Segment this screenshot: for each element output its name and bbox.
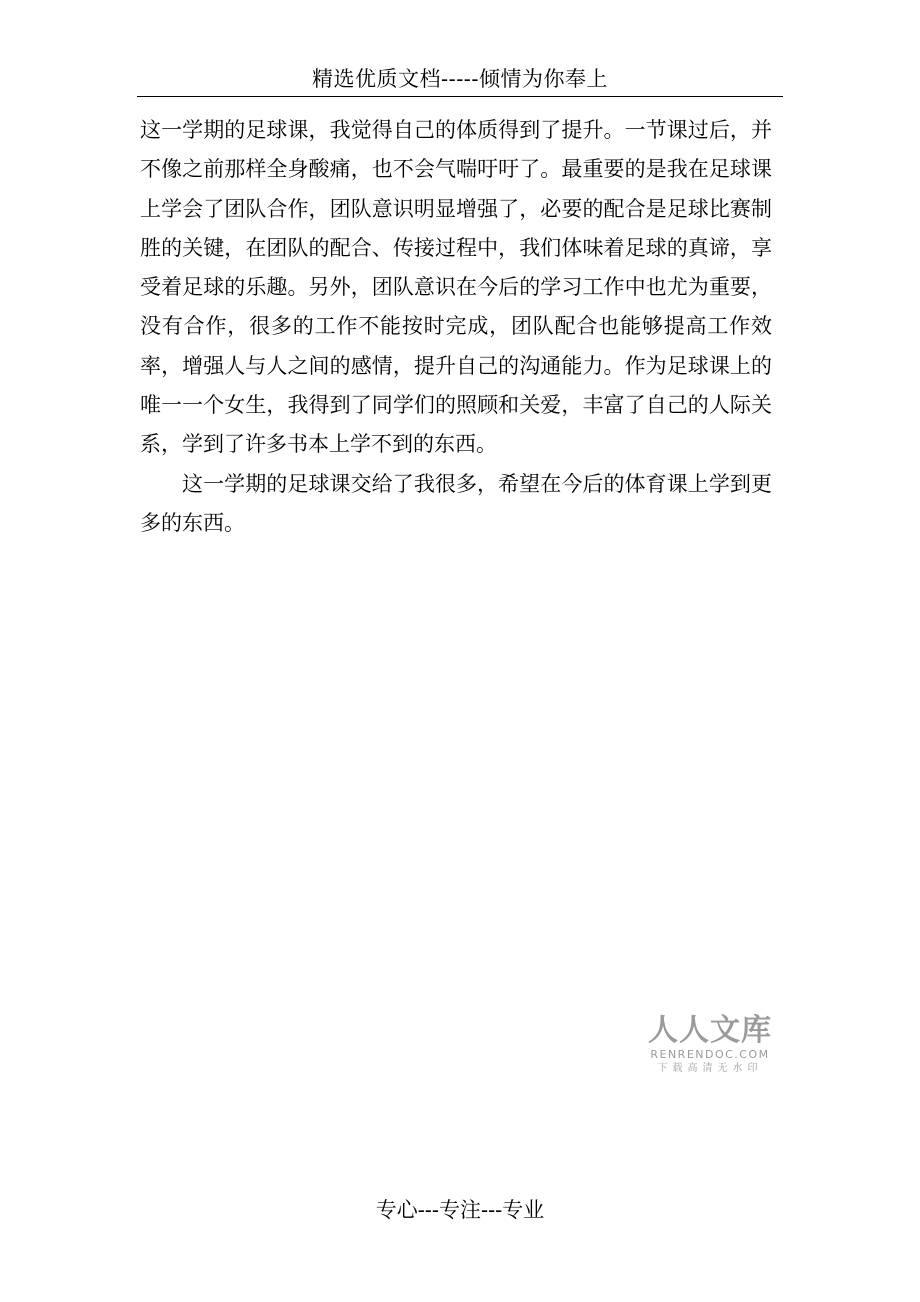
watermark-logo-text: 人人文库 — [648, 1013, 772, 1048]
watermark-logo — [640, 1014, 780, 1076]
watermark-tagline: 下载高清无水印 — [657, 1063, 763, 1074]
paragraph-1: 这一学期的足球课，我觉得自己的体质得到了提升。一节课过后，并不像之前那样全身酸痛，也不会气喘吁吁了。最重要的是我在足球课上学会了团队合作，团队意识明显增强了，必要的配合是足球比赛制胜的关键，在团队的配合、传接过程中，我们体味着足球的真谛，享受着足球的乐趣。另外，团队意识在今后的学习工作中也尤为重要，没有合作，很多的工作不能按时完成，团队配合也能够提高工作效率，增强人与人之间的感情，提升自己的沟通能力。作为足球课上的唯一一个女生，我得到了同学们的照顾和关爱，丰富了自己的人际关系，学到了许多书本上学不到的东西。 — [140, 118, 772, 457]
document-body — [140, 111, 772, 543]
page-header: 精选优质文档-----倾情为你奉上 — [312, 67, 608, 91]
header-divider — [137, 96, 783, 97]
paragraph-2: 这一学期的足球课交给了我很多，希望在今后的体育课上学到更多的东西。 — [140, 471, 772, 535]
page-footer: 专心---专注---专业 — [375, 1198, 545, 1222]
watermark-domain: RENRENDOC.COM — [650, 1048, 770, 1061]
